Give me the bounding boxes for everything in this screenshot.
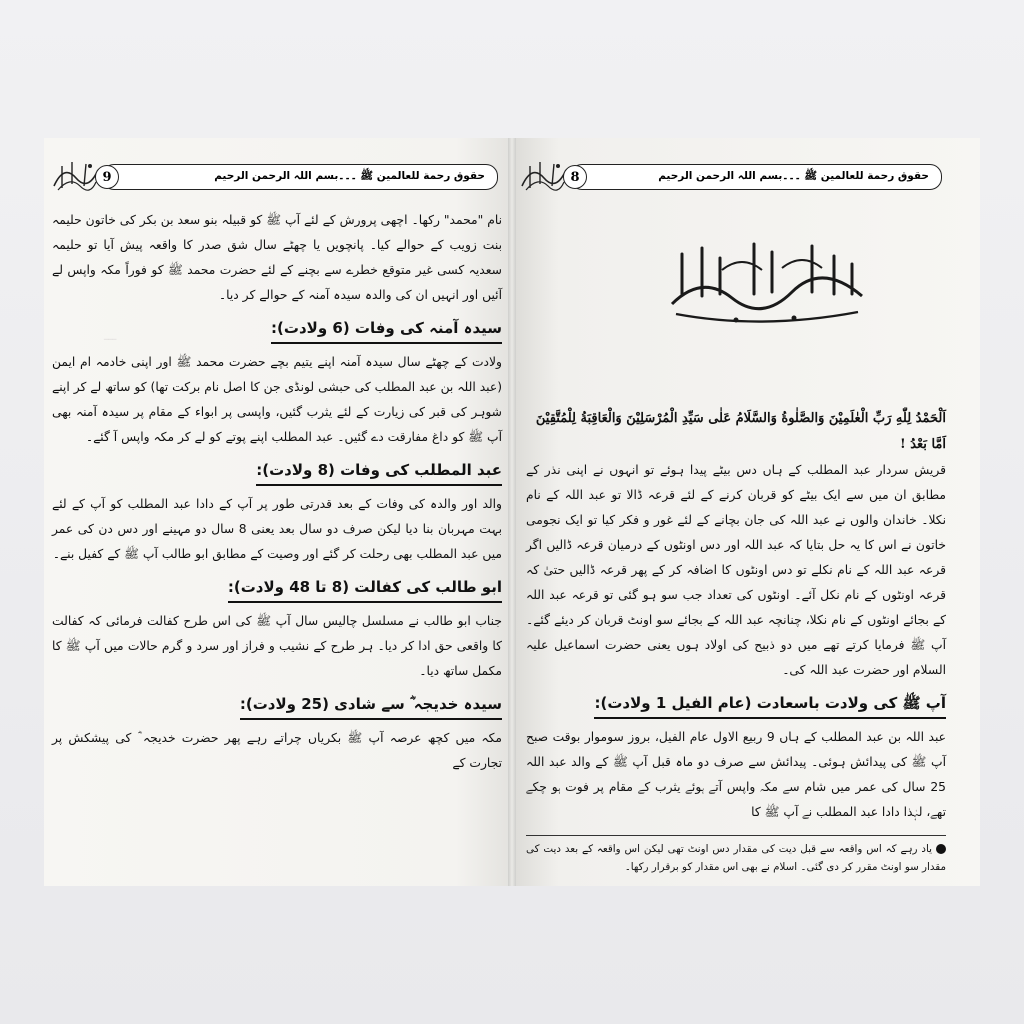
section-heading: سیدہ خدیجہ ؓ سے شادی (25 ولادت):: [240, 692, 502, 720]
footnote-text: یاد رہے کہ اس واقعہ سے قبل دیت کی مقدار دس اونٹ تھی لیکن اس واقعہ کے بعد دیت کی مقدار سو اونٹ مقرر کر دی گئی۔ اسلام نے بھی اس مقدار کو برقرار رکھا۔: [526, 843, 946, 873]
right-page: [512, 138, 980, 886]
paragraph: نام "محمد" رکھا۔ اچھی پرورش کے لئے آپ ﷺ کو قبیلہ بنو سعد بن بکر کی خاتون حلیمہ بنت زویب کے حوالے کیا۔ پانچویں یا چھٹے سال شق صدر کا واقعہ پیش آیا تو حلیمہ سعدیہ کسی غیر متوقع خطرے سے بچنے کے لئے حضرت محمد ﷺ کو فوراً مکہ واپس لے آئیں اور انہیں ان کی والدہ سیدہ آمنہ کے حوالے کر دیا۔: [52, 213, 502, 302]
section-text: جناب ابو طالب نے مسلسل چالیس سال آپ ﷺ کی اس طرح کفالت فرمائی کہ کفالت کا واقعی حق ادا کر دیا۔ ہر طرح کے نشیب و فراز اور سرد و گرم حالات میں آپ ﷺ کا مکمل ساتھ دیا۔: [52, 614, 502, 678]
section-text: ولادت کے چھٹے سال سیدہ آمنہ اپنے یتیم بچے حضرت محمد ﷺ اور اپنی خادمہ ام ایمن (عبد اللہ بن عبد المطلب کی حبشی لونڈی جن کا اصل نام برکت تھا) کو ساتھ لے کر اپنے شوہر کی قبر کی زیارت کے لئے یثرب گئیں، واپسی پر ابواء کے مقام پر سیدہ آمنہ بھی آپ ﷺ کو داغ مفارقت دے گئیں۔ عبد المطلب اپنے پوتے کو لے کر مکہ واپس آ گئے۔: [52, 355, 502, 444]
page-header: [102, 164, 498, 190]
page-number: 9: [95, 165, 119, 189]
running-title: حقوق رحمة للعالمین ﷺ ۔۔۔بسم اللہ الرحمن الرحیم: [214, 169, 485, 182]
svg-text:بسم اللہ الرحمن الرحیم: بسم اللہ الرحمن الرحیم: [767, 328, 778, 329]
section-heading: آپ ﷺ کی ولادت باسعادت (عام الفیل 1 ولادت):: [594, 691, 946, 719]
opening-salutation: اَلْحَمْدُ لِلّٰهِ رَبِّ الْعٰلَمِیْنَ وَالصَّلٰوةُ وَالسَّلَامُ عَلٰى سَیِّدِ الْمُرْسَلِیْنَ وَالْعَاقِبَةُ لِلْمُتَّقِیْنَ: [535, 411, 946, 426]
footnote-marker-icon: [936, 844, 946, 854]
section-heading: عبد المطلب کی وفات (8 ولادت):: [256, 458, 502, 486]
section-text: عبد اللہ بن عبد المطلب کے ہاں 9 ربیع الاول عام الفیل، بروز سوموار بوقت صبح آپ ﷺ کی پیدائش ہوئی۔ پیدائش سے صرف دو ماہ قبل آپ ﷺ کے والد عبد اللہ 25 سال کی عمر میں شام سے مکہ واپس آتے ہوئے یثرب کے مقام پر فوت ہو چکے تھے، لہٰذا دادا عبد المطلب نے آپ ﷺ کا: [526, 730, 946, 819]
paragraph: قریش سردار عبد المطلب کے ہاں دس بیٹے پیدا ہوئے تو انہوں نے اپنی نذر کے مطابق ان میں سے ایک بیٹے کو قربان کرنے کے لئے قرعہ ڈالا تو عبد اللہ کے نام نکلا۔ خاندان والوں نے عبد اللہ کی جان بچانے کے لئے غور و فکر کیا تو ایک نجومی خاتون نے اس کا یہ حل بتایا کہ عبد اللہ اور دس اونٹوں کے درمیان قرعہ ڈالیں اگر قرعہ عبد اللہ کے نام نکلے تو دس اونٹوں کا اضافہ کر کے پھر قرعہ ڈالیں حتیٰ کہ قرعہ اونٹوں کے نام نکل آئے۔ اونٹوں کی تعداد جب سو ہو گئی تو قرعہ عبد اللہ کے بجائے اونٹوں کے نام نکلا، چنانچہ عبد اللہ کے بجائے سو اونٹ قربان کر دیئے گئے۔ آپ ﷺ فرمایا کرتے تھے میں دو ذبیح کی اولاد ہوں یعنی حضرت اسماعیل علیہ السلام اور حضرت عبد اللہ کی۔: [526, 463, 946, 677]
page-header: [570, 164, 942, 190]
open-book: [44, 138, 980, 886]
bismillah-calligraphy: [662, 234, 872, 330]
page-body: [526, 406, 946, 876]
section-text: والد اور والدہ کی وفات کے بعد قدرتی طور پر آپ کے دادا عبد المطلب کو آپ کے لئے بہت مہربان بنا دیا لیکن صرف دو سال بعد یعنی 8 سال دو مہینے اور دس دن کی عمر میں عبد المطلب بھی رحلت کر گئے اور وصیت کے مطابق ابو طالب آپ ﷺ کے کفیل بنے۔: [52, 497, 502, 561]
running-title: حقوق رحمة للعالمین ﷺ ۔۔۔بسم اللہ الرحمن الرحیم: [658, 169, 929, 182]
page-body: [52, 208, 502, 776]
section-heading: ابو طالب کی کفالت (8 تا 48 ولادت):: [228, 575, 502, 603]
section-text: مکہ میں کچھ عرصہ آپ ﷺ بکریاں چراتے رہے پھر حضرت خدیجہ ؓ کی پیشکش پر تجارت کے: [52, 731, 502, 770]
page-number: 8: [563, 165, 587, 189]
book-gutter: [508, 138, 516, 886]
amma-bad: اَمَّا بَعْدُ !: [899, 437, 946, 452]
section-heading: سیدہ آمنہ کی وفات (6 ولادت):: [271, 316, 502, 344]
left-page: ـــ 9 حقوق رحمة للعالمین ﷺ ۔۔۔بسم اللہ الرحمن الرحیم نام "محمد" رکھا۔ اچھی پرورش کے لئے آپ ﷺ کو قبیلہ بنو سعد بن بکر کی خاتون حلیمہ بنت زویب کے حوالے کیا۔ پانچویں یا چھٹے سال شق صدر کا واقعہ پیش آیا تو حلیمہ سعدیہ کسی غیر متوقع خطرے سے بچنے کے لئے حضرت محمد ﷺ کو فوراً مکہ واپس لے آئیں اور انہیں ان کی والدہ سیدہ آمنہ کے حوالے کر دیا۔ سیدہ آمنہ کی وفات (6 ولادت): ولادت کے چھٹے سال سیدہ آمنہ اپنے یتیم بچے حضرت محمد ﷺ اور اپنی خادمہ ام ایمن (عبد اللہ بن عبد المطلب کی حبشی لونڈی جن کا اصل نام برکت تھا) کو ساتھ لے کر اپنے شوہر کی قبر کی زیارت کے لئے یثرب گئیں، واپسی پر ابواء کے مقام پر سیدہ آمنہ بھی آپ ﷺ کو داغ مفارقت دے گئیں۔ عبد المطلب اپنے پوتے کو لے کر مکہ واپس آ گئے۔ عبد المطلب کی وفات (8 ولادت): والد اور والدہ کی وفات کے بعد قدرتی طور پر آپ کے دادا عبد المطلب کو آپ کے لئے بہت مہربان بنا دیا لیکن صرف دو سال بعد یعنی 8 سال دو مہینے اور دس دن کی عمر میں عبد المطلب بھی رحلت کر گئے اور وصیت کے مطابق ابو طالب آپ ﷺ کے کفیل بنے۔ ابو طالب کی کفالت (8 تا 48 ولادت): جناب ابو طالب نے مسلسل چالیس سال آپ ﷺ کی اس طرح کفالت فرمائی کہ کفالت کا واقعی حق ادا کر دیا۔ ہر طرح کے نشیب و فراز اور سرد و گرم حالات میں آپ ﷺ کا مکمل ساتھ دیا۔ سیدہ خدیجہ ؓ سے شادی (25 ولادت): مکہ میں کچھ عرصہ آپ ﷺ بکریاں چراتے رہے پھر حضرت خدیجہ ؓ کی پیشکش پر تجارت کے: [44, 138, 512, 886]
footnote: [526, 835, 946, 876]
